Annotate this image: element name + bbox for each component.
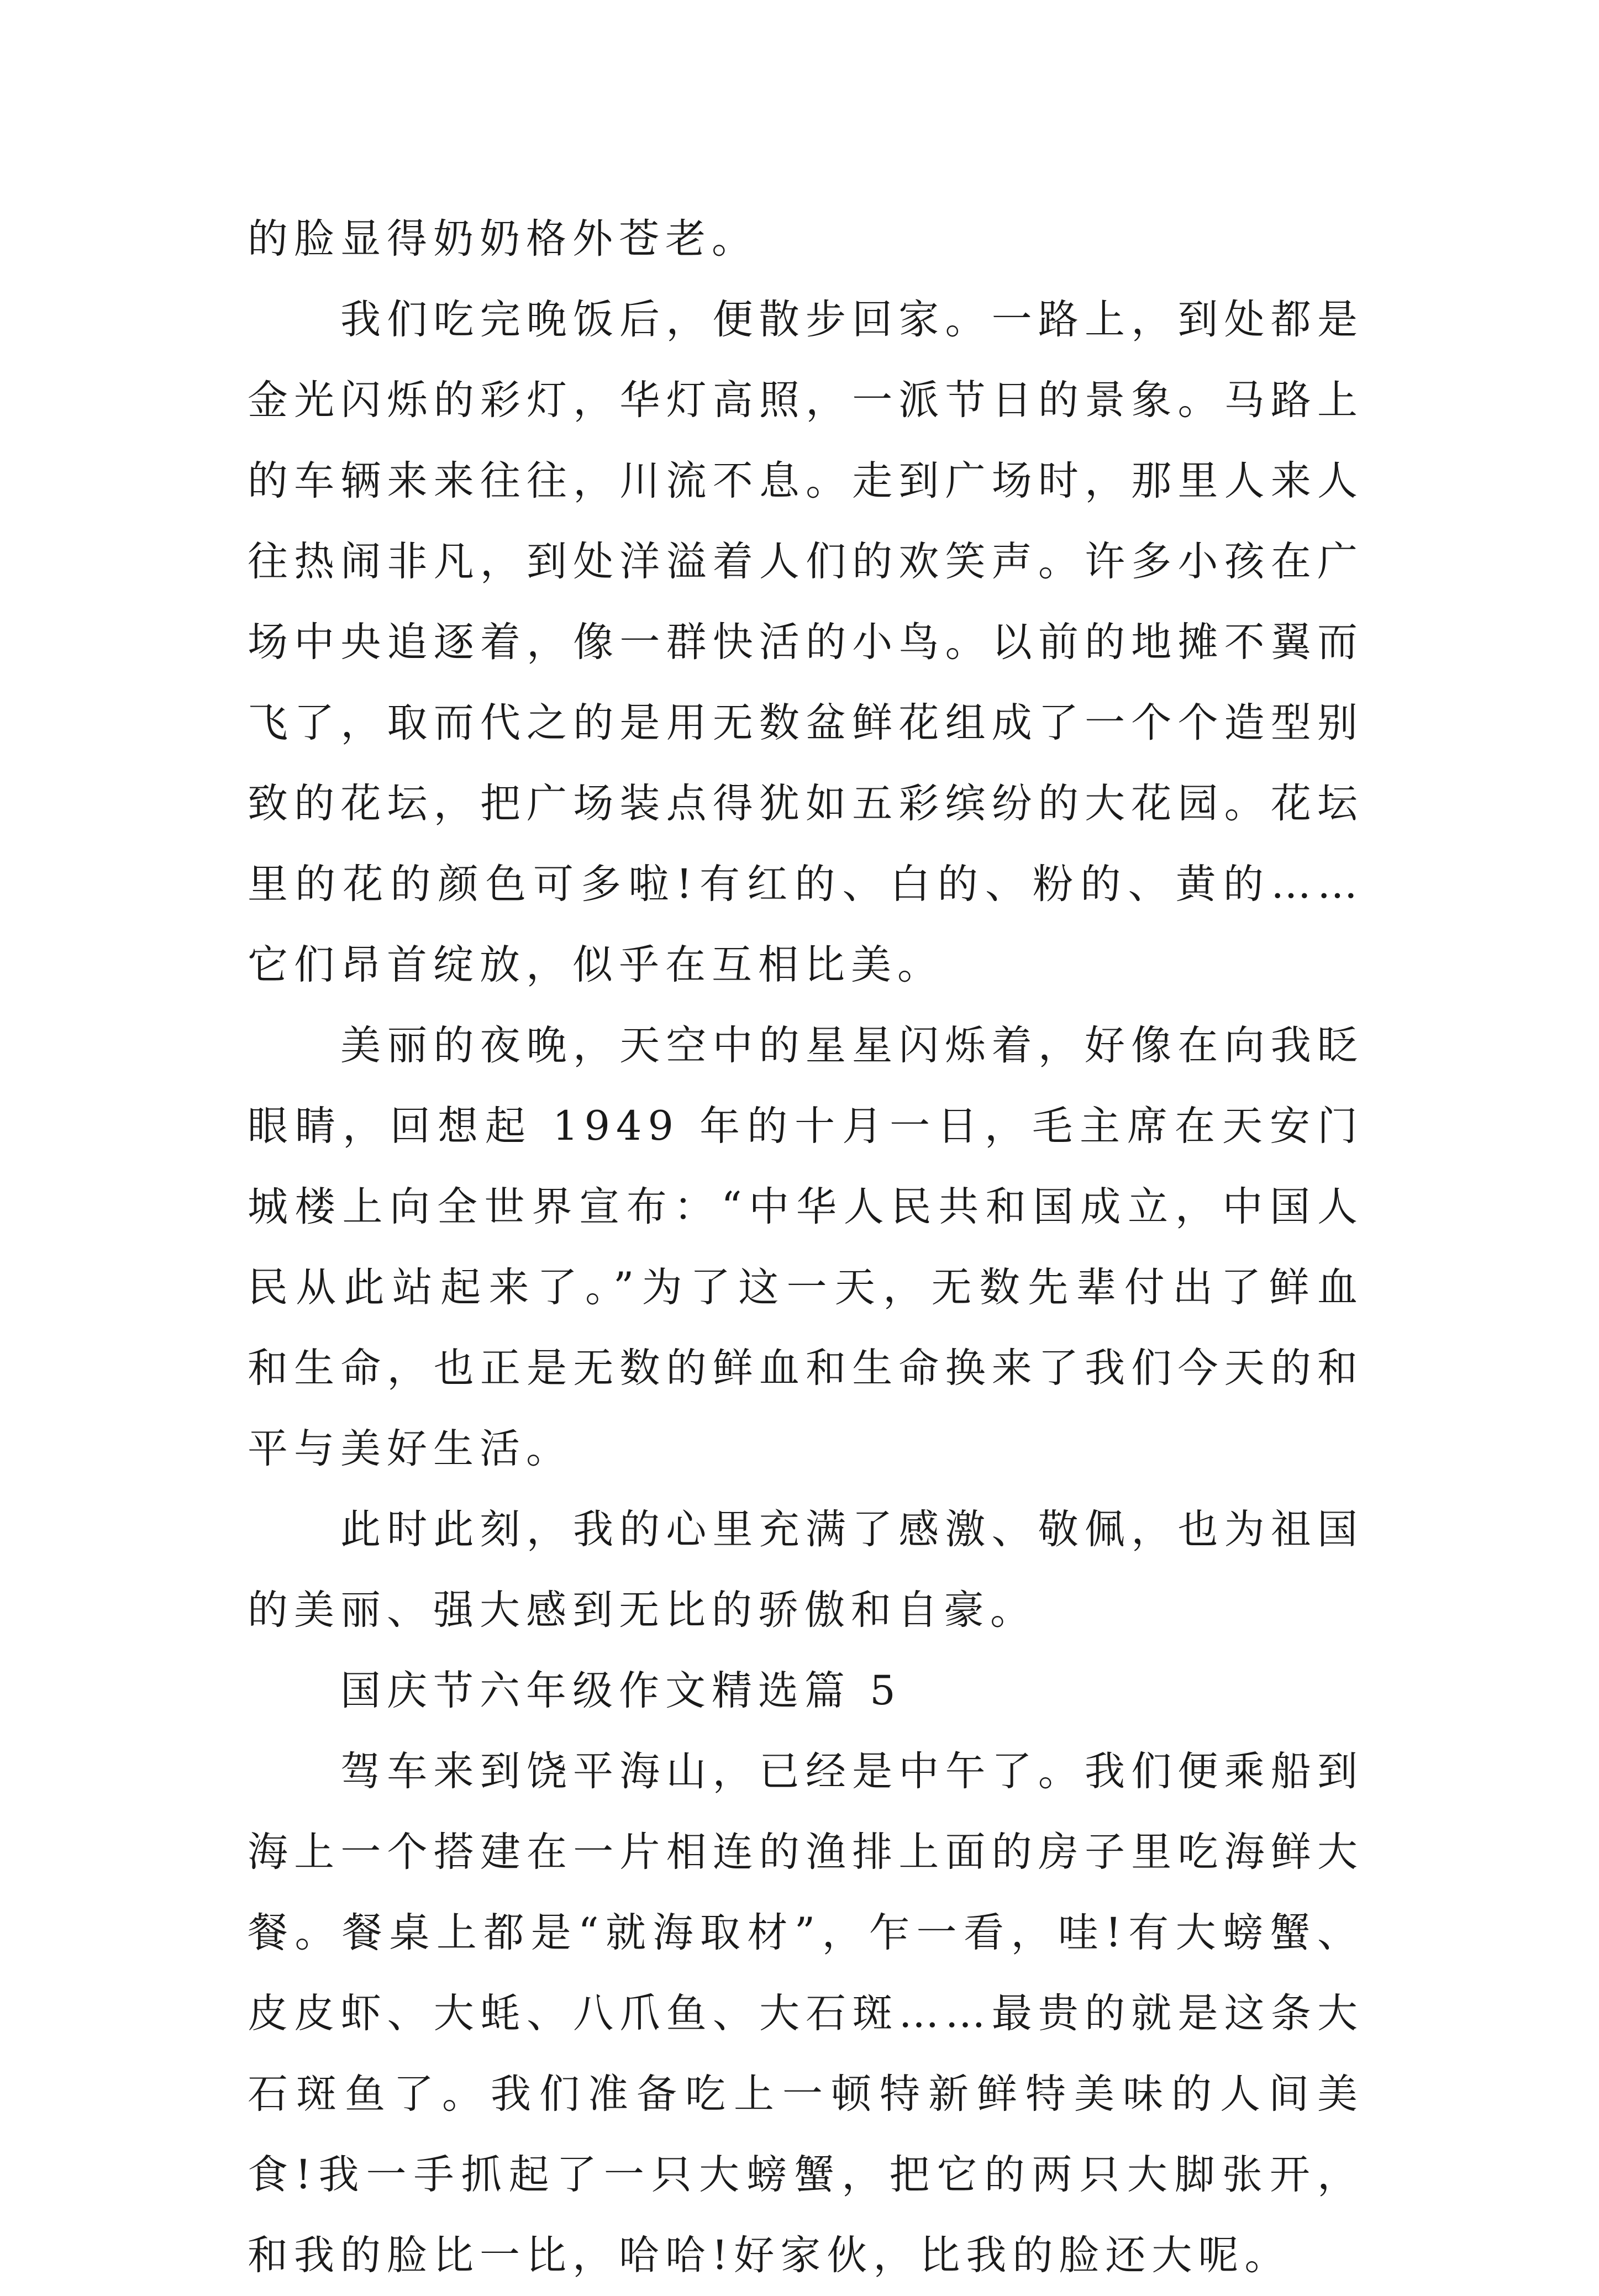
document-body (248, 199, 1364, 2296)
paragraph-walk-home: 我们吃完晚饭后，便散步回家。一路上，到处都是金光闪烁的彩灯，华灯高照，一派节日的景象。马路上的车辆来来往往，川流不息。走到广场时，那里人来人往热闹非凡，到处洋溢着人们的欢笑声。许多小孩在广场中央追逐着，像一群快活的小鸟。以前的地摊不翼而飞了，取而代之的是用无数盆鲜花组成了一个个造型别致的花坛，把广场装点得犹如五彩缤纷的大花园。花坛里的花的颜色可多啦!有红的、白的、粉的、黄的……它们昂首绽放，似乎在互相比美。 (248, 296, 1364, 988)
section-heading: 国庆节六年级作文精选篇 5 (340, 1667, 902, 1714)
paragraph-continuation: 的脸显得奶奶格外苍老。 (248, 215, 758, 262)
paragraph-night-sky: 美丽的夜晚，天空中的星星闪烁着，好像在向我眨眼睛，回想起 1949 年的十月一日，毛主席在天安门城楼上向全世界宣布：“中华人民共和国成立，中国人民从此站起来了。”为了这一天，无数先辈付出了鲜血和生命，也正是无数的鲜血和生命换来了我们今天的和平与美好生活。 (248, 1022, 1364, 1472)
paragraph-seafood: 驾车来到饶平海山，已经是中午了。我们便乘船到海上一个搭建在一片相连的渔排上面的房子里吃海鲜大餐。餐桌上都是“就海取材”，乍一看，哇!有大螃蟹、皮皮虾、大蚝、八爪鱼、大石斑……最贵的就是这条大石斑鱼了。我们准备吃上一顿特新鲜特美味的人间美食!我一手抓起了一只大螃蟹，把它的两只大脚张开，和我的脸比一比，哈哈!好家伙，比我的脸还大呢。 (248, 1748, 1364, 2279)
paragraph-gratitude: 此时此刻，我的心里充满了感激、敬佩，也为祖国的美丽、强大感到无比的骄傲和自豪。 (248, 1506, 1364, 1634)
